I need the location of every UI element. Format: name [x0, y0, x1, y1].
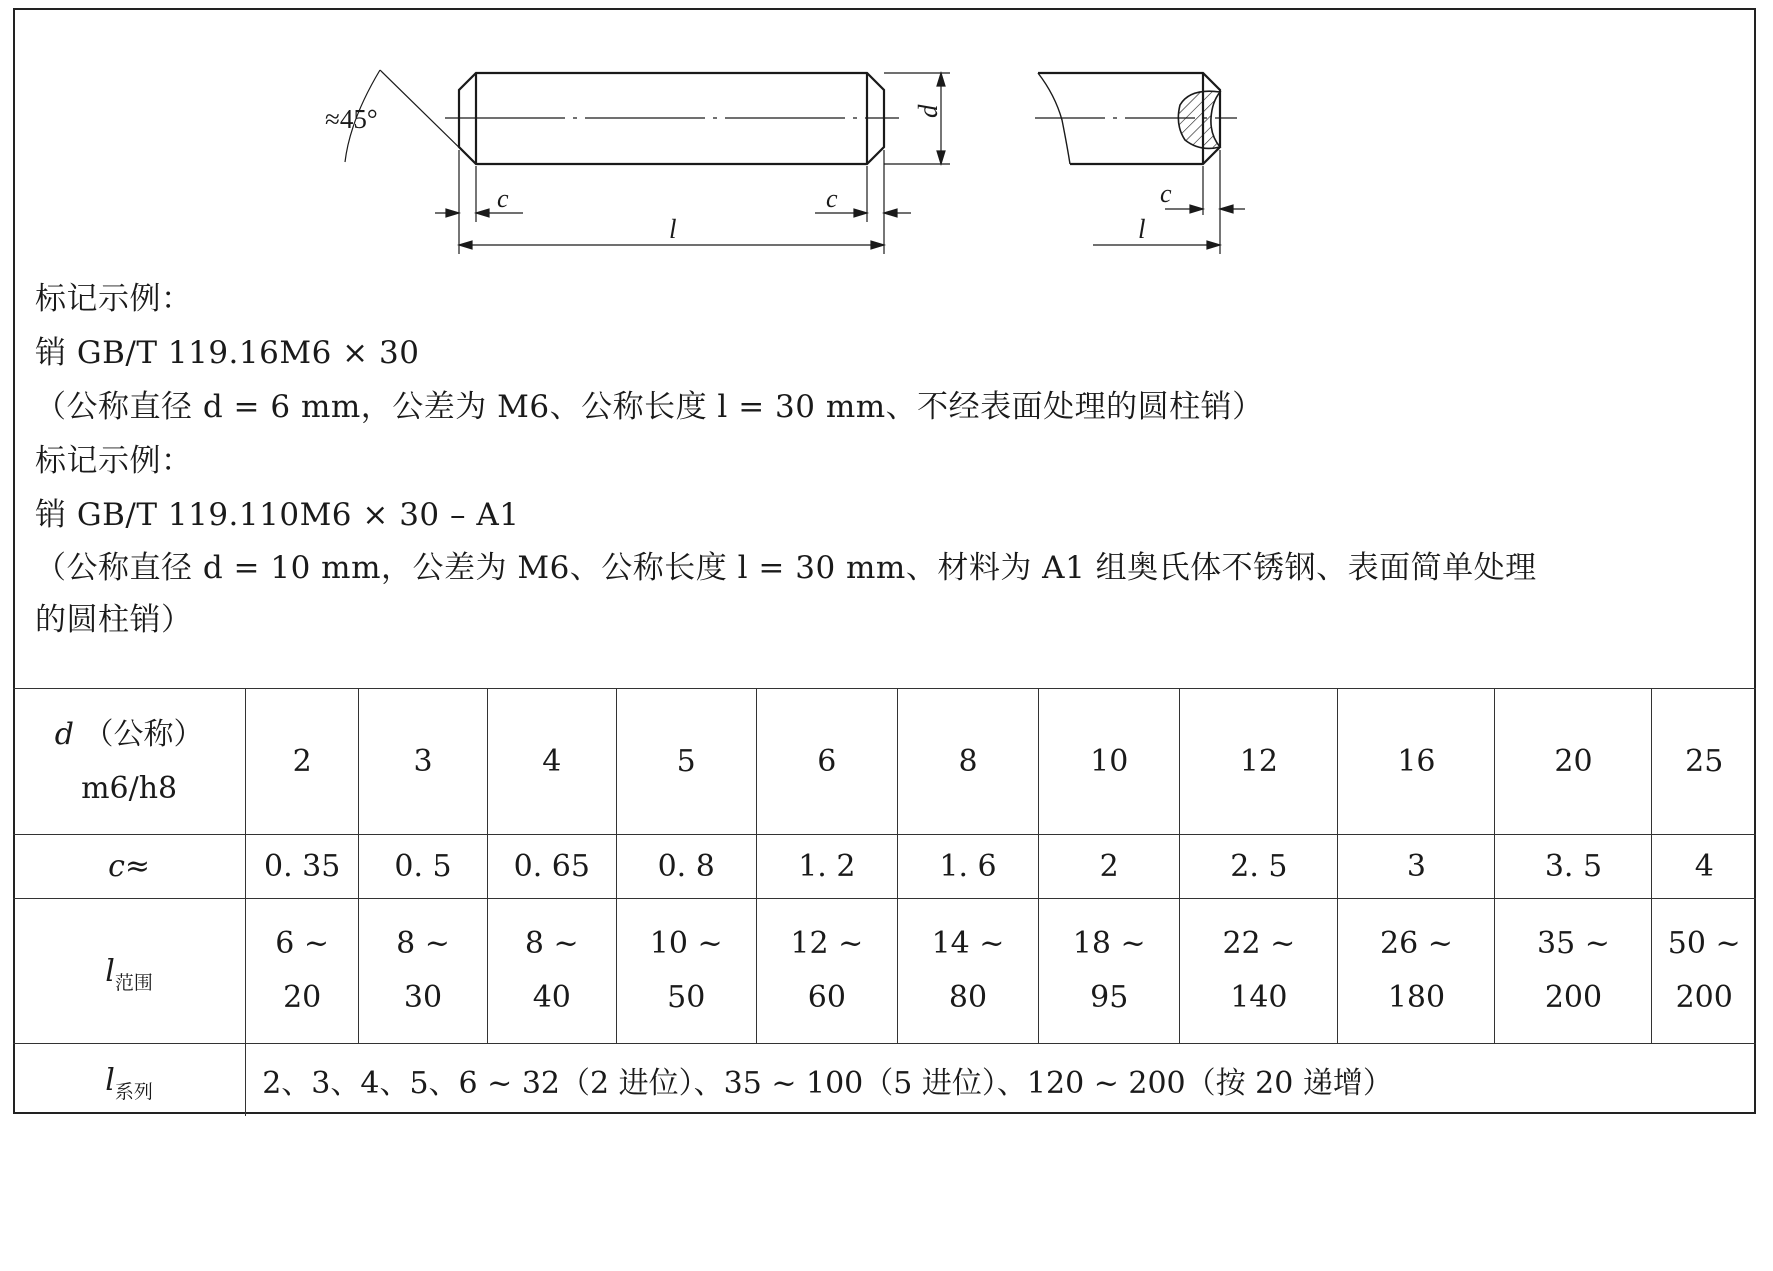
cell-c: 1. 6	[897, 835, 1038, 899]
cell-c: 4	[1652, 835, 1756, 899]
header-length-range: $l_{范围}$	[13, 899, 246, 1044]
dim-l-main: l	[669, 214, 677, 244]
cell-l-range: 8 ~ 30	[359, 899, 488, 1044]
cell-c: 0. 35	[246, 835, 359, 899]
cell-l-range: 10 ~ 50	[616, 899, 756, 1044]
cell-d: 16	[1338, 689, 1495, 835]
cell-l-range: 12 ~ 60	[756, 899, 897, 1044]
dim-c-left: c	[497, 184, 509, 213]
cell-l-range: 8 ~ 40	[487, 899, 616, 1044]
row-diameter	[13, 689, 1756, 835]
cell-d: 8	[897, 689, 1038, 835]
row-length-series	[13, 1044, 1756, 1117]
dim-c-end: c	[1160, 179, 1172, 208]
cell-l-range: 22 ~ 140	[1180, 899, 1338, 1044]
cell-l-range: 35 ~ 200	[1495, 899, 1652, 1044]
cell-d: 6	[756, 689, 897, 835]
cell-d: 4	[487, 689, 616, 835]
cell-d: 5	[616, 689, 756, 835]
cell-c: 2	[1039, 835, 1180, 899]
cell-c: 3	[1338, 835, 1495, 899]
marking-heading-2: 标记示例：	[35, 443, 193, 479]
cell-l-range: 50 ~ 200	[1652, 899, 1756, 1044]
marking-desc-1: （公称直径 d = 6 mm，公差为 M6、公称长度 l = 30 mm、不经表面处理的圆柱销）	[35, 389, 1264, 425]
page-frame	[13, 8, 1756, 1114]
dim-l-end: l	[1138, 214, 1146, 244]
dim-d-label: d	[913, 104, 943, 118]
cell-l-range: 14 ~ 80	[897, 899, 1038, 1044]
cell-l-range: 26 ~ 180	[1338, 899, 1495, 1044]
cell-d: 3	[359, 689, 488, 835]
cell-c: 0. 8	[616, 835, 756, 899]
cell-c: 0. 65	[487, 835, 616, 899]
cell-d: 12	[1180, 689, 1338, 835]
cell-l-range: 6 ~ 20	[246, 899, 359, 1044]
marking-desc-2: （公称直径 d = 10 mm，公差为 M6、公称长度 l = 30 mm、材料为 A1 组奥氏体不锈钢、表面简单处理的圆柱销）	[35, 550, 1537, 638]
marking-code-2: 销 GB/T 119.110M6 × 30 – A1	[35, 497, 520, 533]
marking-examples	[35, 272, 1545, 646]
header-diameter: d （公称） m6/h8	[13, 689, 246, 835]
marking-heading-1: 标记示例：	[35, 281, 193, 317]
header-chamfer: c≈	[13, 835, 246, 899]
cell-c: 0. 5	[359, 835, 488, 899]
cell-c: 3. 5	[1495, 835, 1652, 899]
dim-c-right: c	[826, 184, 838, 213]
row-chamfer	[13, 835, 1756, 899]
header-length-series: $l_{系列}$	[13, 1044, 246, 1117]
cell-length-series: 2、3、4、5、6 ~ 32（2 进位）、35 ~ 100（5 进位）、120 ~ 200（按 20 递增）	[246, 1044, 1756, 1117]
cell-c: 2. 5	[1180, 835, 1338, 899]
cell-d: 20	[1495, 689, 1652, 835]
dimension-table	[13, 688, 1756, 1116]
cell-d: 2	[246, 689, 359, 835]
cell-d: 25	[1652, 689, 1756, 835]
cell-l-range: 18 ~ 95	[1039, 899, 1180, 1044]
pin-drawing	[15, 10, 1754, 272]
end-view-section	[1178, 91, 1220, 148]
cell-d: 10	[1039, 689, 1180, 835]
angle-label: ≈45°	[325, 104, 378, 134]
row-length-range	[13, 899, 1756, 1044]
cell-c: 1. 2	[756, 835, 897, 899]
marking-code-1: 销 GB/T 119.16M6 × 30	[35, 335, 420, 371]
